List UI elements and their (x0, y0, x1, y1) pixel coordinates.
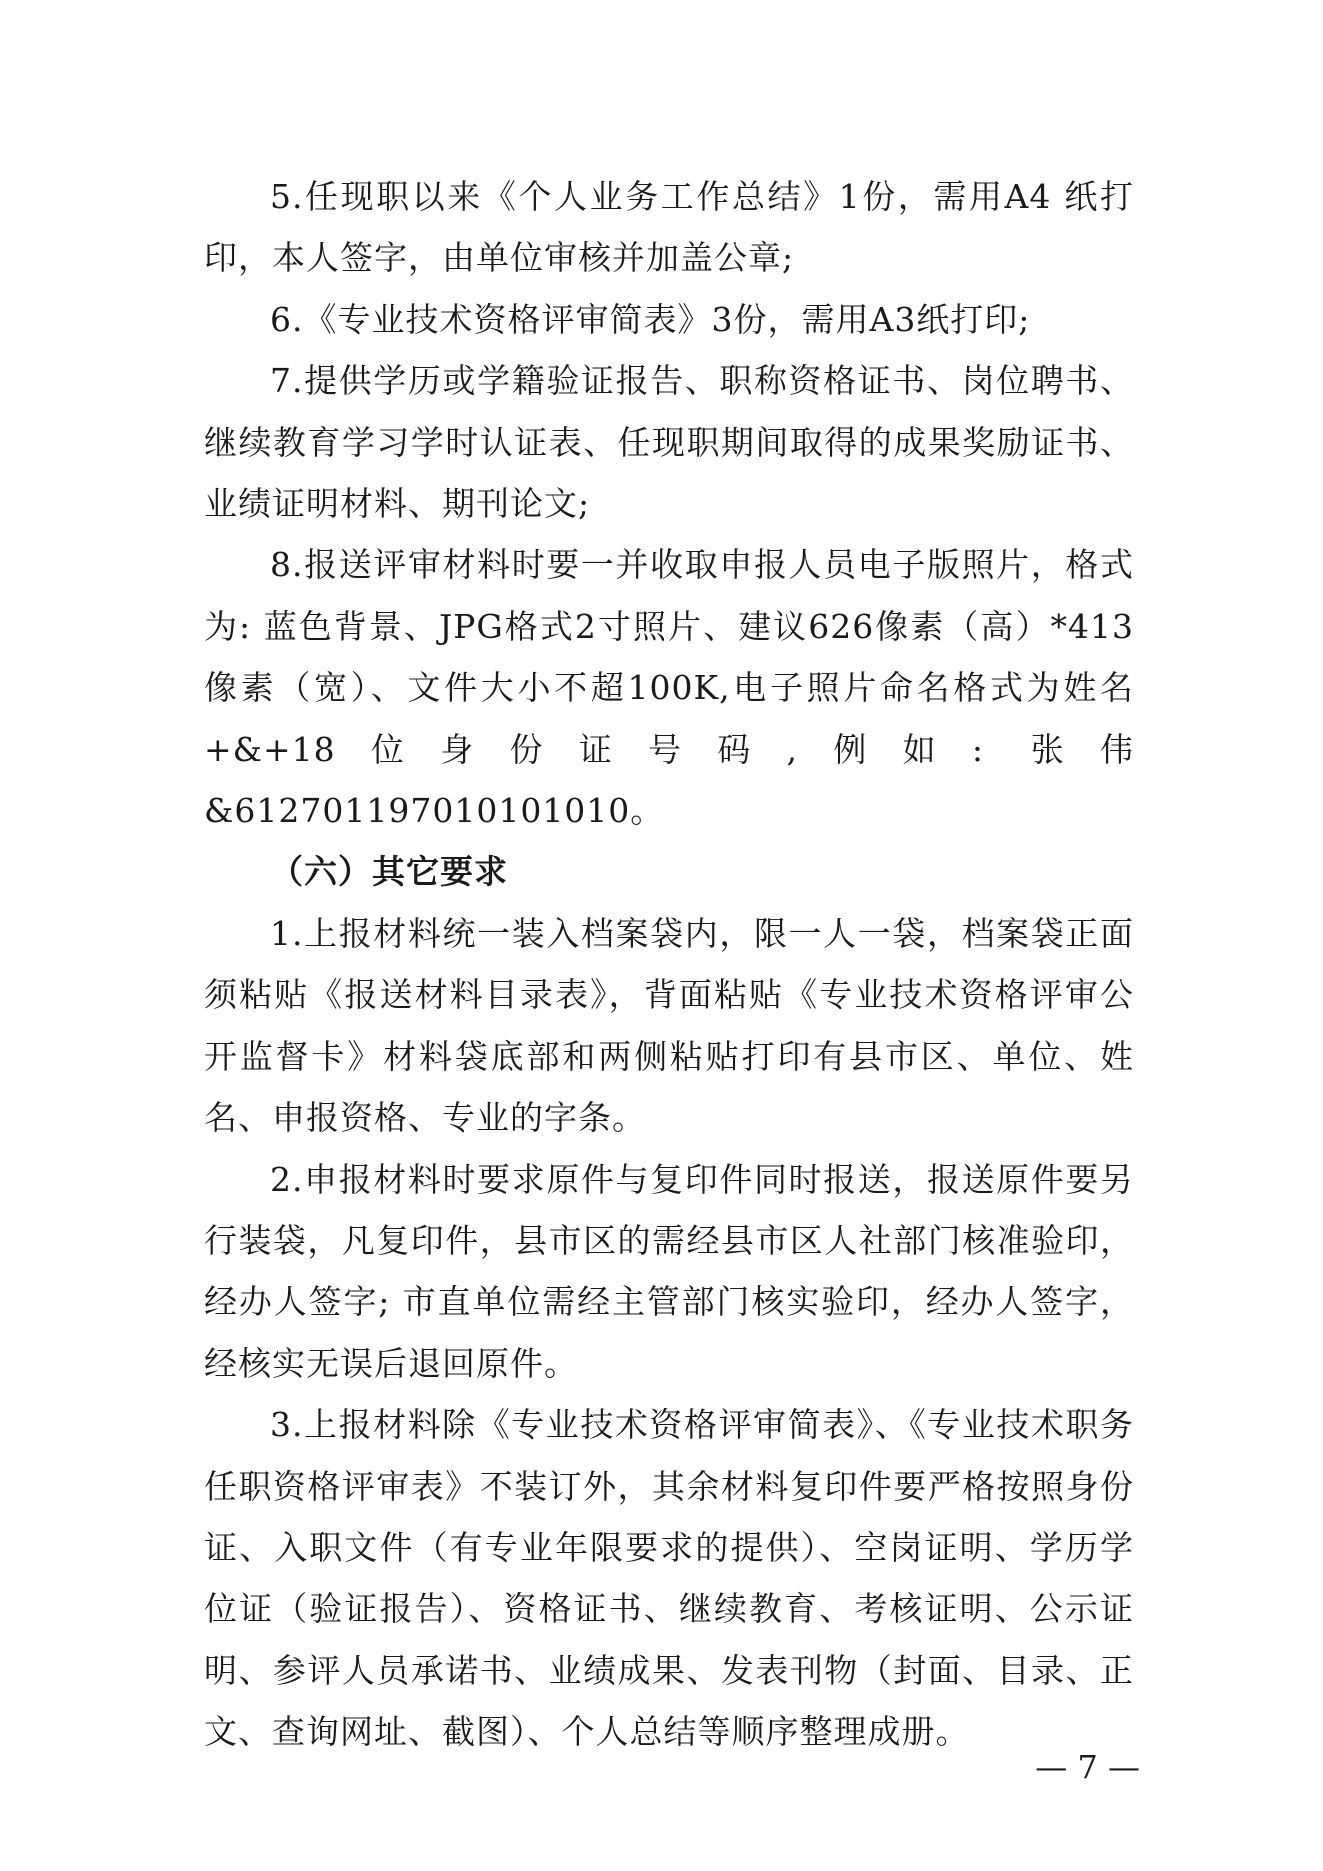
paragraph-item-8: 8.报送评审材料时要一并收取申报人员电子版照片，格式为: 蓝色背景、JPG格式2寸照片、建议626像素（高）*413像素（宽）、文件大小不超100K,电子照片命名格式为姓名+&+18位身份证号码,例如: 张伟&612701197010101010。 (204, 545, 1134, 831)
paragraph-requirement-2: 2.申报材料时要求原件与复印件同时报送，报送原件要另行装袋，凡复印件，县市区的需经县市区人社部门核准验印，经办人签字; 市直单位需经主管部门核实验印，经办人签字，经核实无误后退回原件。 (204, 1159, 1134, 1383)
document-body (204, 166, 1134, 1763)
paragraph-requirement-3: 3.上报材料除《专业技术资格评审简表》、《专业技术职务任职资格评审表》不装订外，其余材料复印件要严格按照身份证、入职文件（有专业年限要求的提供）、空岗证明、学历学位证（验证报告）、资格证书、继续教育、考核证明、公示证明、参评人员承诺书、业绩成果、发表刊物（封面、目录、正文、查询网址、截图）、个人总结等顺序整理成册。 (204, 1405, 1134, 1752)
paragraph-item-6: 6.《专业技术资格评审简表》3份，需用A3纸打印; (270, 299, 1031, 339)
paragraph-item-5: 5.任现职以来《个人业务工作总结》1份，需用A4 纸打印，本人签字，由单位审核并加盖公章; (204, 177, 1134, 278)
paragraph-requirement-1: 1.上报材料统一装入档案袋内，限一人一袋，档案袋正面须粘贴《报送材料目录表》，背面粘贴《专业技术资格评审公开监督卡》材料袋底部和两侧粘贴打印有县市区、单位、姓名、申报资格、专业的字条。 (204, 913, 1134, 1138)
page-number: — 7 — (1035, 1748, 1140, 1786)
paragraph-item-7: 7.提供学历或学籍验证报告、职称资格证书、岗位聘书、继续教育学习学时认证表、任现职期间取得的成果奖励证书、业绩证明材料、期刊论文; (204, 361, 1134, 524)
section-heading-other-requirements: （六）其它要求 (270, 852, 508, 892)
